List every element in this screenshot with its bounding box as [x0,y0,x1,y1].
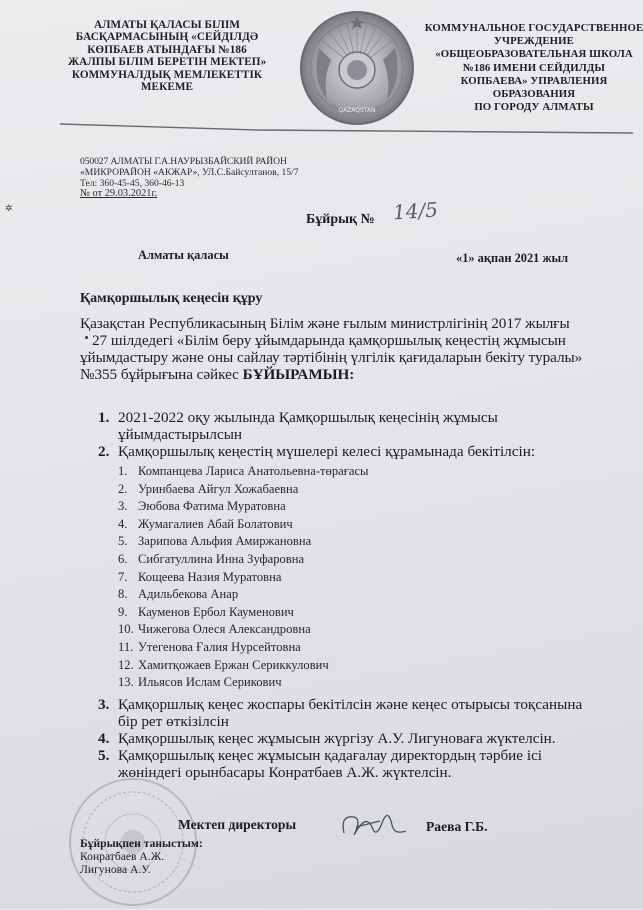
order-label: Бұйрық № [306,212,375,227]
header-left-line: КӨПБАЕВ АТЫНДАҒЫ №186 [87,43,247,56]
member-number: 11. [118,640,134,654]
preamble-line [80,367,354,383]
order-city: Алматы қаласы [138,248,229,262]
member-name: Зарипова Альфия Амиржановна [138,534,312,549]
members-list [118,464,418,704]
member-name: Уринбаева Айгул Хожабаевна [138,481,299,496]
margin-mark: ✲ [5,203,13,213]
item-text: жөніндегі орынбасары Конратбаев А.Ж. жүктелсін. [118,764,452,781]
item-number: 5. [98,747,110,764]
state-emblem-icon [297,8,417,128]
member-name: Кауменов Ербол Кауменович [138,604,294,619]
address-line: 050027 АЛМАТЫ Г.А.НАУРЫЗБАЙСКИЙ РАЙОН [80,156,287,167]
address-line: «МИКРОРАЙОН «АКЖАР», УЛ.С.Байсултанов, 15/7 [80,167,299,178]
member-name: Сибгатуллина Инна Зуфаровна [138,552,305,566]
member-name: Эюбова Фатима Муратовна [138,499,286,514]
director-signature [336,805,416,845]
item-text: бір рет өткізілсін [118,713,229,730]
header-left-line: МЕКЕМЕ [140,81,194,94]
member-name: Компанцева Лариса Анатольевна-төрағасы [138,464,369,478]
member-number: 8. [118,587,128,602]
preamble-line: ұйымдастыру және оны сайлау тәртібінің үлгілік қағидаларын бекіту туралы» [80,349,583,366]
member-number: 4. [118,516,128,531]
header-left-line: КОММУНАЛДЫҚ МЕМЛЕКЕТТІК [71,68,263,81]
document-title: Қамқоршылық кеңесін құру [80,291,263,306]
member-number: 10. [118,622,134,637]
member-number: 13. [118,675,134,690]
acknowledgement-name: Конратбаев А.Ж. [80,850,164,863]
item-number: 4. [98,730,110,747]
header-russian-institution [423,22,643,114]
margin-dot [85,336,88,339]
emblem-text: QAZAQSTAN [338,107,376,114]
member-name: Чижегова Олеся Александровна [138,622,311,637]
member-number: 9. [118,604,128,619]
phone-line: Тел: 360-45-45, 360-46-13 [80,178,185,189]
director-name: Раева Г.Б. [426,819,488,834]
acknowledgement-title: Бұйрықпен таныстым: [80,837,203,850]
reference-number: № от 29.03.2021г. [80,188,158,199]
member-number: 3. [118,499,128,514]
header-divider [48,120,633,136]
director-label: Мектеп директоры [178,817,297,832]
member-number: 5. [118,534,128,549]
item-text: ұйымдастырылсын [118,426,243,443]
header-right-line: ПО ГОРОДУ АЛМАТЫ [474,101,594,114]
preamble-line: Қазақстан Республикасының Білім және ғылым министрлігінің 2017 жылғы [80,315,570,332]
header-right-line: №186 ИМЕНИ СЕЙДИЛДЫ [462,61,606,74]
member-number: 12. [118,657,134,672]
item-text: Қамқоршылық кеңестің мүшелері келесі құрамынада бекітілсін: [118,443,536,460]
member-number: 7. [118,569,128,584]
header-right-line: УЧРЕЖДЕНИЕ [494,35,574,48]
item-text: 2021-2022 оқу жылында Қамқоршылық кеңесінің жұмысы [118,409,498,426]
header-kazakh-institution [68,19,266,93]
item-number: 1. [98,409,110,426]
item-number: 3. [98,696,110,713]
member-name: Хамитқожаев Ержан Сериккулович [138,657,329,672]
order-directive: БҰЙЫРАМЫН: [242,366,355,383]
header-right-line: КОММУНАЛЬНОЕ ГОСУДАРСТВЕННОЕ [424,22,643,34]
header-left-line: БАСҚАРМАСЫНЫҢ «СЕЙДІЛДӘ [75,31,259,44]
member-number: 6. [118,552,128,566]
order-number-handwritten: 14/5 [392,197,439,225]
member-name: Ильясов Ислам Серикович [138,675,282,690]
acknowledgement-name: Лигунова А.У. [80,863,151,876]
member-number: 2. [118,481,128,496]
header-right-line: ОБРАЗОВАНИЯ [492,88,576,101]
order-date: «1» ақпан 2021 жыл [456,251,569,265]
header-right-line: «ОБЩЕОБРАЗОВАТЕЛЬНАЯ ШКОЛА [435,48,633,61]
member-number: 1. [118,464,128,478]
member-name: Жумагалиев Абай Болатович [138,516,293,531]
item-number: 2. [98,443,110,460]
member-name: Адильбекова Анар [138,587,239,602]
item-text: Қамқоршылық кеңес жұмысын жүргізу А.У. Лигуноваға жүктелсін. [118,730,556,747]
header-left-line: ЖАЛПЫ БІЛІМ БЕРЕТІН МЕКТЕП» [68,56,267,69]
preamble-line: 27 шілдедегі «Білім беру ұйымдарында қамқоршылық кеңестің жұмысын [92,332,566,349]
member-name: Кощеева Назия Муратовна [138,569,282,584]
preamble-text: №355 бұйрығына сәйкес [80,366,243,383]
header-left-line: АЛМАТЫ ҚАЛАСЫ БІЛІМ [93,19,241,31]
item-text: Қамқоршлық кеңес жоспары бекітілсін және кеңес отырысы тоқсанына [118,696,583,713]
item-text: Қамқоршылық кеңес жұмысын қадағалау директордың тәрбие ісі [118,747,543,764]
member-name: Утегенова Ғалия Нурсейтовна [138,640,301,654]
header-right-line: КОПБАЕВА» УПРАВЛЕНИЯ [460,74,608,87]
